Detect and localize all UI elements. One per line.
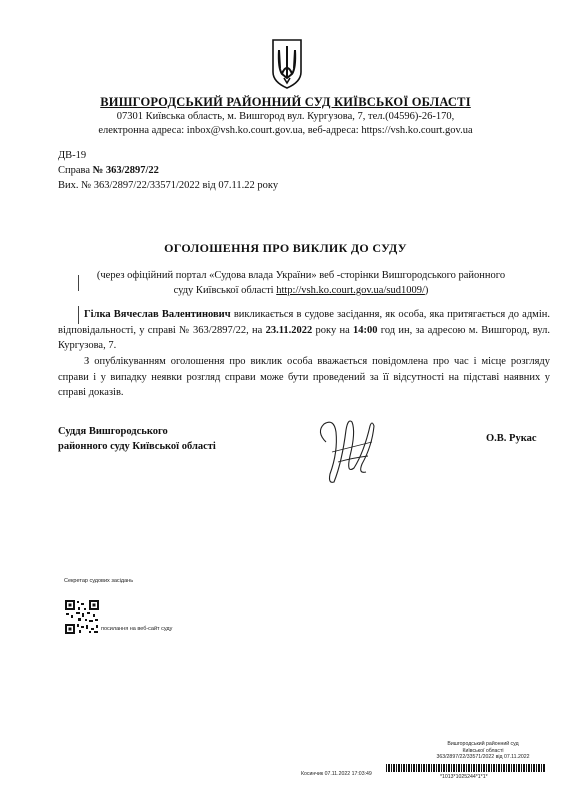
- summons-text-1: викликається в судове засідання, як особа, яка притягається до адмін. відповідальності, у справі № 363/2897/22, на: [58, 309, 550, 336]
- coat-of-arms-icon: [270, 38, 304, 90]
- barcode-number: *1013*1025244*1*1*: [440, 774, 488, 780]
- judge-title: [58, 424, 216, 454]
- hearing-time: 14:00: [353, 324, 378, 336]
- margin-mark: [78, 275, 79, 291]
- summons-text-3: год ин, за адресою м. Вишгород, вул. Кургузова, 7.: [58, 324, 550, 351]
- qr-caption: посилання на веб-сайт суду: [101, 626, 173, 632]
- form-code: ДВ-19: [58, 150, 87, 161]
- outgoing-number: Вих. № 363/2897/22/33571/2022 від 07.11.22 року: [58, 180, 279, 191]
- hearing-date: 23.11.2022: [265, 324, 313, 336]
- court-website-link[interactable]: http://vsh.ko.court.gov.ua/sud1009/: [276, 285, 425, 296]
- stamp-operator: Косинчик 07.11.2022 17:03:49: [301, 771, 372, 777]
- case-number: [58, 165, 159, 176]
- barcode: [386, 764, 546, 772]
- judge-name: О.В. Рукас: [486, 433, 537, 444]
- judge-title-line1: Суддя Вишгородського: [58, 426, 168, 437]
- summons-paragraph: [58, 307, 550, 354]
- court-address: 07301 Київська область, м. Вишгород вул. Кургузова, 7, тел.(04596)-26-170,: [116, 111, 455, 122]
- portal-close: ): [424, 285, 429, 296]
- stamp-line-3: 363/2897/22/33571/2022 від 07.11.2022: [436, 754, 530, 760]
- judge-title-line2: районного суду Київської області: [58, 441, 216, 452]
- court-contacts: електронна адреса: inbox@vsh.ko.court.gov.ua, веб-адреса: https://vsh.ko.court.gov.ua: [98, 125, 473, 136]
- case-number-value: № 363/2897/22: [92, 165, 159, 176]
- document-title: ОГОЛОШЕННЯ ПРО ВИКЛИК ДО СУДУ: [164, 241, 407, 255]
- handwritten-signature: [312, 412, 382, 490]
- portal-text: (через офіційний портал «Судова влада України» веб -сторінки Вишгородського районного суду Київської області: [96, 270, 506, 296]
- registration-stamp: [418, 741, 548, 761]
- stamp-line-2: Київської області: [462, 747, 504, 754]
- case-label: Справа: [58, 165, 93, 176]
- notice-paragraph: З опублікуванням оголошення про виклик особа вважається повідомлена про час і місце розгляду справи і у випадку неявки розгляд справи може бути проведений за її відсутності на підставі наявних у справі доказів.: [58, 356, 550, 398]
- qr-code-icon[interactable]: [64, 599, 100, 635]
- summons-text-2: року на: [312, 324, 354, 336]
- stamp-line-1: Вишгородський районний суд: [447, 741, 519, 747]
- secretary-label: Секретар судових засідань: [64, 578, 134, 584]
- person-name: Гілка Вячеслав Валентинович: [84, 309, 231, 320]
- court-name: ВИШГОРОДСЬКИЙ РАЙОННИЙ СУД КИЇВСЬКОЇ ОБЛАСТІ: [100, 95, 471, 109]
- portal-note: [86, 268, 516, 298]
